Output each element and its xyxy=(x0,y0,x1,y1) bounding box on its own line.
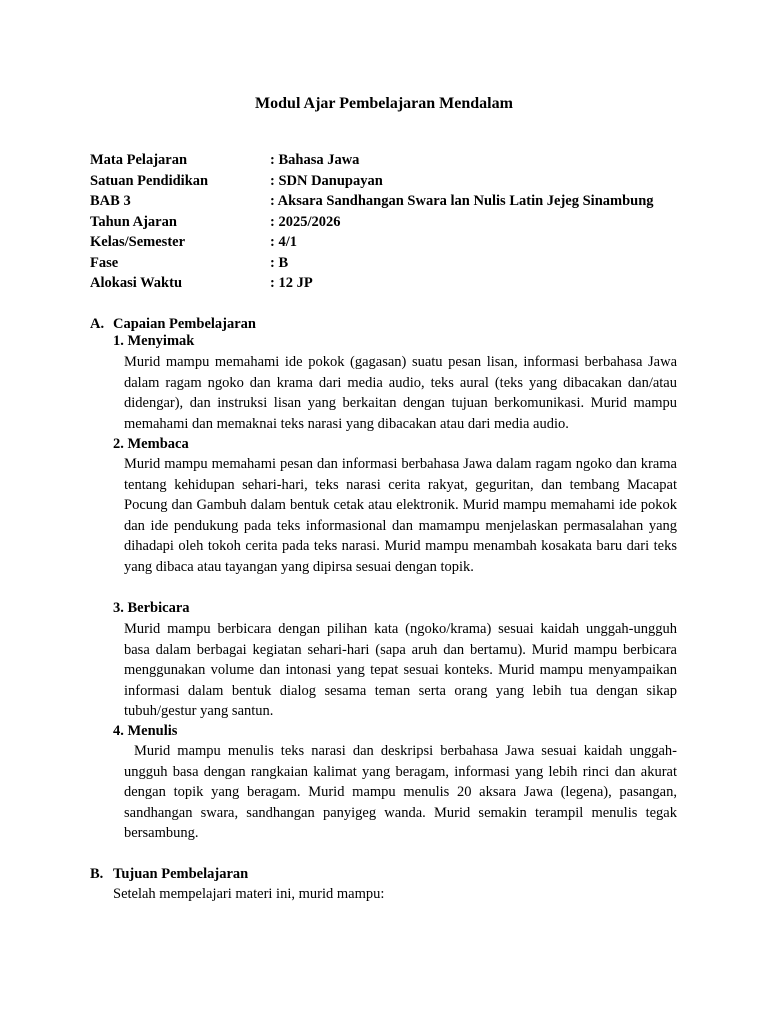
section-b-intro: Setelah mempelajari materi ini, murid mampu: xyxy=(113,886,385,902)
identity-row xyxy=(90,273,690,294)
subsection-heading-menyimak: 1. Menyimak xyxy=(113,333,195,349)
paragraph-membaca: Murid mampu memahami pesan dan informasi berbahasa Jawa dalam ragam ngoko dan krama tentang kehidupan sehari-hari, teks narasi cerita rakyat, geguritan, dan tembang Macapat Pocung dan Gambuh dalam bentuk cetak atau elektronik. Murid mampu memahami ide pokok dan ide pendukung pada teks informasional dan mamampu menjelaskan permasalahan yang dihadapi oleh tokoh cerita pada teks narasi. Murid mampu menambah kosakata baru dari teks yang dibaca atau tayangan yang dipirsa sesuai dengan topik. xyxy=(124,456,677,575)
identity-value: : Aksara Sandhangan Swara lan Nulis Latin Jejeg Sinambung xyxy=(270,193,654,209)
paragraph-berbicara: Murid mampu berbicara dengan pilihan kata (ngoko/krama) sesuai kaidah unggah-ungguh basa dalam berbagai kegiatan sehari-hari (sapa aruh dan bertamu). Murid mampu berbicara menggunakan volume dan intonasi yang tepat sesuai konteks. Murid mampu menyampaikan informasi dalam bentuk dialog sesama teman serta orang yang lebih tua dengan sikap tubuh/gestur yang santun. xyxy=(124,621,677,719)
identity-label: Kelas/Semester xyxy=(90,234,186,250)
identity-table xyxy=(90,150,690,294)
paragraph-menyimak: Murid mampu memahami ide pokok (gagasan) suatu pesan lisan, informasi berbahasa Jawa dalam ragam ngoko dan krama dari media audio, teks aural (teks yang dibacakan dan/atau didengar), dan instruksi lisan yang berkaitan dengan tujuan berkomunikasi. Murid mampu memahami dan memaknai teks narasi yang dibacakan atau dari media audio. xyxy=(124,354,677,432)
identity-value: : 4/1 xyxy=(270,234,297,250)
identity-label: Fase xyxy=(90,254,119,271)
identity-label: Tahun Ajaran xyxy=(90,213,177,230)
identity-value: : Bahasa Jawa xyxy=(270,152,360,168)
identity-label: Alokasi Waktu xyxy=(90,275,183,291)
identity-label: Satuan Pendidikan xyxy=(90,172,209,189)
identity-value: : 2025/2026 xyxy=(270,213,341,230)
section-a-letter: A. xyxy=(90,316,105,332)
section-a-title: Capaian Pembelajaran xyxy=(113,316,256,332)
identity-value: : B xyxy=(270,254,289,271)
identity-label: Mata Pelajaran xyxy=(90,152,188,168)
paragraph-menulis: Murid mampu menulis teks narasi dan deskripsi berbahasa Jawa sesuai kaidah unggah-ungguh basa dengan rangkaian kalimat yang beragam, informasi yang lebih rinci dan akurat dengan topik yang beragam. Murid mampu menulis 20 aksara Jawa (legena), pasangan, sandhangan swara, sandhangan panyigeg wanda. Murid semakin terampil menulis tegak bersambung. xyxy=(124,743,677,841)
identity-row xyxy=(90,232,690,253)
section-b-heading xyxy=(90,864,248,884)
identity-value: : SDN Danupayan xyxy=(270,172,383,189)
section-b-title: Tujuan Pembelajaran xyxy=(113,866,249,882)
subsection-heading-membaca: 2. Membaca xyxy=(113,436,189,452)
document-title: Modul Ajar Pembelajaran Mendalam xyxy=(255,95,513,112)
subsection-heading-menulis: 4. Menulis xyxy=(113,723,178,739)
identity-value: : 12 JP xyxy=(270,275,313,291)
identity-row xyxy=(90,253,690,274)
subsection-heading-berbicara: 3. Berbicara xyxy=(113,600,190,616)
identity-row xyxy=(90,150,690,171)
identity-row xyxy=(90,212,690,233)
identity-row xyxy=(90,171,690,192)
section-b-letter: B. xyxy=(90,866,104,882)
identity-label: BAB 3 xyxy=(90,193,131,209)
identity-row xyxy=(90,191,690,212)
